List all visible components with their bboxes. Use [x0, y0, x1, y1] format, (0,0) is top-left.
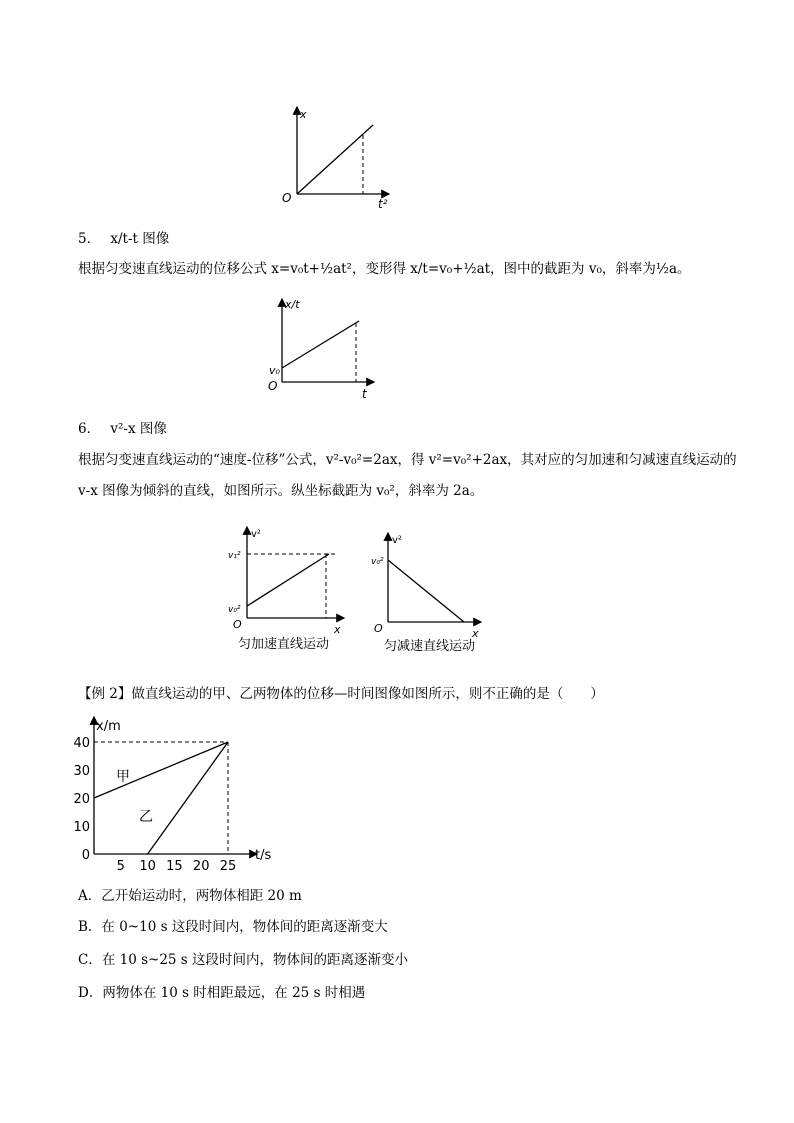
caption: 匀减速直线运动 — [384, 639, 476, 654]
origin-label: O — [374, 622, 383, 635]
option-c: C．在 10 s~25 s 这段时间内，物体间的距离逐渐变小 — [78, 952, 409, 968]
line-jia-label: 甲 — [116, 769, 130, 785]
section-5-text: 根据匀变速直线运动的位移公式 x=v₀t+½at²，变形得 x/t=v₀+½at，图中的截距为 v₀，斜率为½a。 — [78, 261, 691, 277]
graph-accelerating — [225, 522, 355, 657]
y-axis-label: v² — [251, 529, 261, 540]
y-axis-label: x/m — [96, 719, 121, 734]
x-axis-label: t² — [378, 197, 388, 211]
example-2-chart — [60, 710, 290, 874]
y-tick-label: 0 — [81, 848, 90, 863]
x-tick-label: 5 — [116, 859, 125, 874]
section-6-text-line2: v-x 图像为倾斜的直线，如图所示。纵坐标截距为 v₀²，斜率为 2a。 — [78, 483, 484, 499]
y-tick-label: 30 — [73, 764, 90, 779]
section-6-title: v²-x 图像 — [110, 421, 167, 437]
x-axis-label: t — [362, 387, 367, 401]
y-tick-label: 20 — [73, 792, 90, 807]
section-5-title: x/t-t 图像 — [110, 231, 170, 247]
x-tick-label: 20 — [192, 859, 210, 874]
x-tick-label: 10 — [139, 859, 156, 874]
x-axis-label: x — [472, 627, 479, 640]
option-a: A．乙开始运动时，两物体相距 20 m — [78, 888, 302, 904]
section-5-heading — [78, 229, 169, 249]
tick-bottom-label: v₀² — [228, 605, 241, 615]
graph-xt-vs-t — [255, 292, 385, 402]
graph-x-vs-t2 — [270, 100, 400, 215]
option-b: B．在 0~10 s 这段时间内，物体间的距离逐渐变大 — [78, 919, 388, 935]
y-tick-label: 10 — [73, 820, 90, 835]
line-yi-label: 乙 — [139, 809, 153, 825]
data-line — [247, 554, 329, 606]
x-axis-label: t/s — [255, 848, 272, 863]
intercept-label: v₀ — [269, 364, 280, 377]
option-d: D．两物体在 10 s 时相距最远，在 25 s 时相遇 — [78, 985, 366, 1001]
x-tick-label: 15 — [166, 859, 183, 874]
y-axis-label: x/t — [285, 298, 300, 311]
origin-label: O — [282, 191, 292, 205]
caption: 匀加速直线运动 — [238, 637, 330, 652]
section-6-text-line1: 根据匀变速直线运动的“速度-位移”公式，v²-v₀²=2ax，得 v²=v₀²+2ax，其对应的匀加速和匀减速直线运动的 — [78, 452, 737, 468]
example-2-stem: 【例 2】做直线运动的甲、乙两物体的位移—时间图像如图所示，则不正确的是（ ） — [78, 686, 604, 702]
data-line — [388, 560, 464, 622]
origin-label: O — [268, 379, 278, 393]
tick-top-label: v₁² — [228, 551, 241, 561]
section-6-number: 6． — [78, 421, 101, 437]
y-axis-label: v² — [392, 535, 402, 546]
section-5-number: 5． — [78, 231, 101, 247]
x-tick-label: 25 — [219, 859, 237, 874]
y-axis-label: x — [300, 108, 307, 121]
data-line — [297, 125, 373, 194]
x-axis-label: x — [334, 623, 341, 636]
graph-decelerating — [368, 528, 498, 658]
section-6-heading — [78, 419, 167, 439]
data-line — [282, 321, 359, 368]
tick-top-label: v₀² — [371, 557, 384, 567]
origin-label: O — [233, 618, 242, 631]
y-tick-label: 40 — [73, 736, 90, 751]
